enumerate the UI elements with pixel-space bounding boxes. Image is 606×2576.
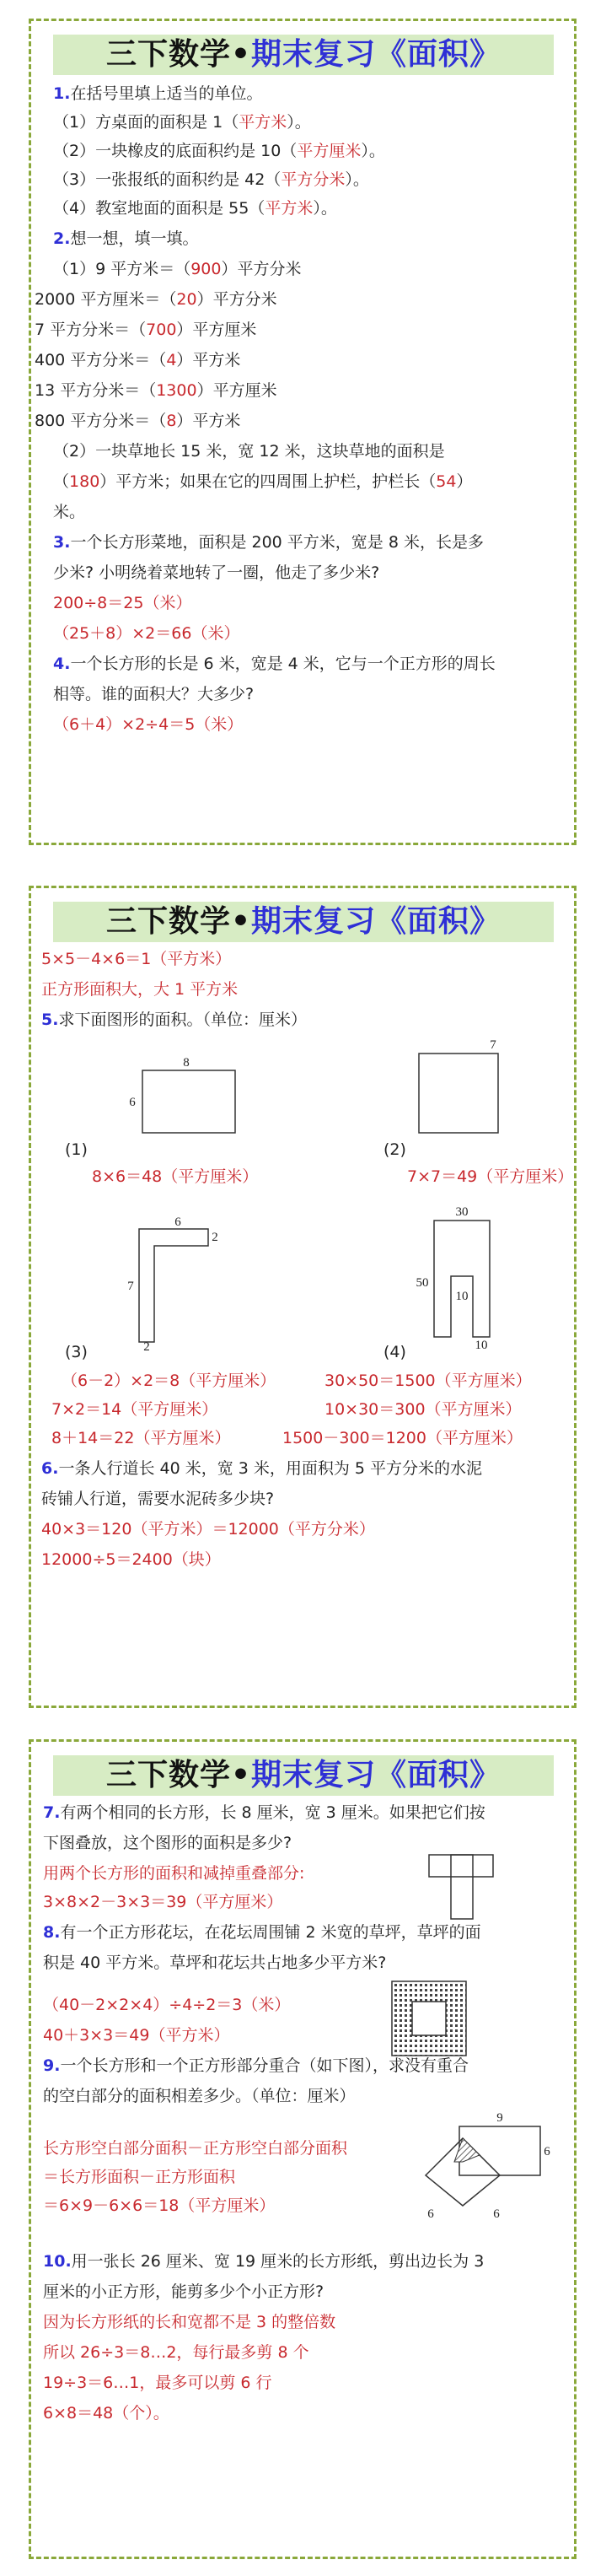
question-5: 5.求下面图形的面积。（单位：厘米） bbox=[41, 1010, 307, 1029]
figure-7-overlapping-rectangles bbox=[426, 1846, 501, 1922]
figure-1-width-label: 8 bbox=[183, 1056, 190, 1070]
worksheet-card-1 bbox=[29, 19, 577, 845]
answer-4-conclusion: 正方形面积大，大 1 平方米 bbox=[41, 980, 239, 999]
question-1-item-4: （4）教室地面的面积是 55（平方米）。 bbox=[53, 199, 337, 218]
figure-9-rect-width-label: 9 bbox=[496, 2111, 503, 2125]
question-10-line-2: 厘米的小正方形，能剪多少个小正方形? bbox=[43, 2282, 324, 2301]
answer-9-step-3: ＝6×9－6×6＝18（平方厘米） bbox=[43, 2196, 276, 2215]
answer-5-4-step-3: 1500－300＝1200（平方厘米） bbox=[282, 1429, 523, 1447]
figure-9-square-side-label: 6 bbox=[427, 2207, 434, 2221]
answer-5-3-step-1: （6－2）×2＝8（平方厘米） bbox=[62, 1372, 276, 1390]
figure-3-right-label: 2 bbox=[212, 1231, 218, 1244]
answer-6-step-2: 12000÷5＝2400（块） bbox=[41, 1550, 221, 1569]
figure-3-bottom-label: 2 bbox=[143, 1340, 150, 1354]
answer-10-step-2: 19÷3＝6…1，最多可以剪 6 行 bbox=[43, 2374, 272, 2392]
figure-1-label: (1) bbox=[65, 1140, 88, 1159]
question-9: 9.一个长方形和一个正方形部分重合（如下图），求没有重合 bbox=[43, 2056, 469, 2075]
question-6: 6.一条人行道长 40 米，宽 3 米，用面积为 5 平方分米的水泥 bbox=[41, 1459, 483, 1478]
figure-3-l-shape bbox=[102, 1215, 237, 1354]
answer-8-step-2: 40＋3×3＝49（平方米） bbox=[43, 2026, 230, 2045]
figure-8-flowerbed-with-lawn bbox=[389, 1978, 473, 2062]
answer-3-step-1: 200÷8＝25（米） bbox=[53, 594, 192, 612]
question-8-line-2: 积是 40 平方米。草坪和花坛共占地多少平方米? bbox=[43, 1954, 387, 1972]
answer-10-reason: 因为长方形纸的长和宽都不是 3 的整倍数 bbox=[43, 2313, 336, 2331]
answer-5-3-step-3: 8＋14＝22（平方厘米） bbox=[51, 1429, 231, 1447]
answer-9-step-2: ＝长方形面积－正方形面积 bbox=[43, 2168, 236, 2186]
page-title: 三下数学•期末复习《面积》 bbox=[53, 902, 554, 942]
figure-1-rectangle bbox=[126, 1054, 244, 1138]
figure-1-height-label: 6 bbox=[129, 1096, 136, 1109]
figure-4-left-label: 50 bbox=[416, 1276, 429, 1290]
worksheet-card-3 bbox=[29, 1739, 577, 2559]
page-title: 三下数学•期末复习《面积》 bbox=[53, 35, 554, 75]
question-7-line-2: 下图叠放，这个图形的面积是多少? bbox=[43, 1834, 292, 1852]
answer-6-step-1: 40×3＝120（平方米）＝12000（平方分米） bbox=[41, 1520, 375, 1539]
question-3-line-2: 少米? 小明绕着菜地转了一圈，他走了多少米? bbox=[53, 563, 380, 582]
answer-10-step-3: 6×8＝48（个）。 bbox=[43, 2404, 169, 2422]
figure-2-label: (2) bbox=[383, 1140, 406, 1159]
question-2-item-5: 13 平方分米＝（1300）平方厘米 bbox=[35, 381, 277, 400]
question-2-item-2: 2000 平方厘米＝（20）平方分米 bbox=[35, 290, 277, 309]
question-2-item-3: 7 平方分米＝（700）平方厘米 bbox=[35, 321, 257, 339]
question-4: 4.一个长方形的长是 6 米，宽是 4 米，它与一个正方形的周长 bbox=[53, 655, 496, 673]
answer-4-step-2: 5×5－4×6＝1（平方米） bbox=[41, 950, 232, 968]
question-10: 10.用一张长 26 厘米、宽 19 厘米的长方形纸，剪出边长为 3 bbox=[43, 2252, 485, 2271]
figure-4-inner-label: 10 bbox=[455, 1290, 469, 1303]
answer-9-step-1: 长方形空白部分面积－正方形空白部分面积 bbox=[43, 2139, 348, 2158]
figure-9-rectangle-and-square bbox=[424, 2108, 550, 2226]
answer-5-1: 8×6＝48（平方厘米） bbox=[92, 1167, 259, 1186]
figure-4-label: (4) bbox=[383, 1343, 406, 1361]
answer-8-step-1: （40－2×2×4）÷4÷2＝3（米） bbox=[43, 1996, 291, 2014]
figure-2-square bbox=[402, 1037, 503, 1138]
question-3: 3.一个长方形菜地，面积是 200 平方米，宽是 8 米，长是多 bbox=[53, 533, 484, 552]
figure-4-top-label: 30 bbox=[455, 1205, 469, 1219]
question-2-item-1: （1）9 平方米＝（900）平方分米 bbox=[53, 260, 302, 278]
question-1: 1.在括号里填上适当的单位。 bbox=[53, 84, 263, 103]
answer-5-4-step-2: 10×30＝300（平方厘米） bbox=[324, 1400, 522, 1419]
figure-2-side-label: 7 bbox=[490, 1038, 496, 1052]
page-title: 三下数学•期末复习《面积》 bbox=[53, 1755, 554, 1796]
answer-7-method: 用两个长方形的面积和减掉重叠部分: bbox=[43, 1864, 305, 1883]
figure-9-square-side-label-2: 6 bbox=[493, 2207, 500, 2221]
figure-9-rect-height-label: 6 bbox=[544, 2145, 550, 2158]
figure-3-label: (3) bbox=[65, 1343, 88, 1361]
question-7: 7.有两个相同的长方形，长 8 厘米，宽 3 厘米。如果把它们按 bbox=[43, 1803, 485, 1822]
question-8: 8.有一个正方形花坛，在花坛周围铺 2 米宽的草坪，草坪的面 bbox=[43, 1923, 481, 1942]
question-6-line-2: 砖铺人行道，需要水泥砖多少块? bbox=[41, 1490, 275, 1508]
answer-3-step-2: （25＋8）×2＝66（米） bbox=[53, 624, 240, 643]
figure-3-left-label: 7 bbox=[127, 1280, 134, 1293]
question-1-item-2: （2）一块橡皮的底面积约是 10（平方厘米）。 bbox=[53, 142, 385, 160]
figure-4-bottom-label: 10 bbox=[475, 1339, 488, 1352]
question-9-line-2: 的空白部分的面积相差多少。（单位：厘米） bbox=[43, 2087, 356, 2105]
worksheet-card-2 bbox=[29, 886, 577, 1708]
answer-4-step-1: （6＋4）×2÷4＝5（米） bbox=[53, 715, 244, 734]
answer-7-step-1: 3×8×2－3×3＝39（平方厘米） bbox=[43, 1893, 283, 1911]
question-2-part-2: （2）一块草地长 15 米，宽 12 米，这块草地的面积是 bbox=[53, 442, 445, 461]
figure-3-top-label: 6 bbox=[174, 1215, 181, 1229]
question-2-item-4: 400 平方分米＝（4）平方米 bbox=[35, 351, 241, 369]
figure-4-u-shape bbox=[410, 1199, 512, 1350]
answer-5-4-step-1: 30×50＝1500（平方厘米） bbox=[324, 1372, 532, 1390]
question-2-part-2-line-2: （180）平方米；如果在它的四周围上护栏，护栏长（54） bbox=[53, 472, 473, 491]
question-2: 2.想一想，填一填。 bbox=[53, 229, 199, 248]
question-1-item-3: （3）一张报纸的面积约是 42（平方分米）。 bbox=[53, 170, 369, 189]
answer-5-3-step-2: 7×2＝14（平方厘米） bbox=[51, 1400, 218, 1419]
question-2-part-2-line-3: 米。 bbox=[53, 503, 86, 521]
question-4-line-2: 相等。谁的面积大？大多少? bbox=[53, 685, 255, 703]
question-1-item-1: （1）方桌面的面积是 1（平方米）。 bbox=[53, 113, 311, 132]
question-2-item-6: 800 平方分米＝（8）平方米 bbox=[35, 412, 241, 430]
answer-5-2: 7×7＝49（平方厘米） bbox=[407, 1167, 574, 1186]
answer-10-step-1: 所以 26÷3＝8…2，每行最多剪 8 个 bbox=[43, 2343, 309, 2362]
